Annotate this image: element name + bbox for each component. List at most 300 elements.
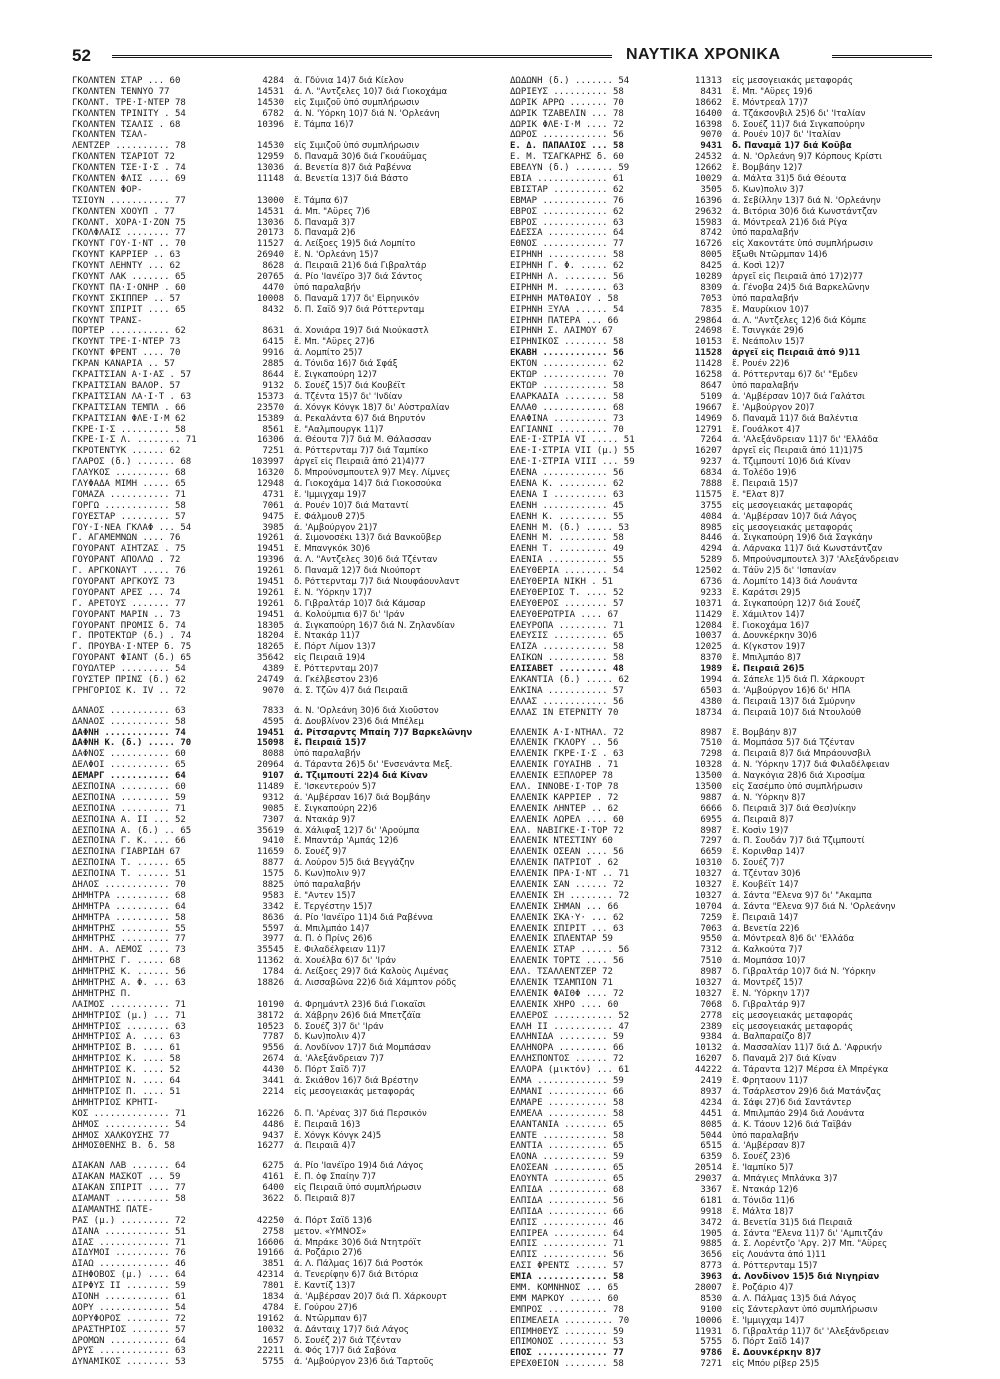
ship-status: ά. Γδύνια 14)7 διά Κίελον [294,76,404,86]
ship-tonnage: 6736 [700,576,722,587]
ship-entry [510,782,950,793]
ship-status: εἰς Σιμιζοῦ ὑπό συμπλήρωσιν [294,97,420,108]
ship-tonnage: 2778 [700,1010,722,1021]
ship-name: ΔΑΝΑΟΣ ........... 63 [72,705,186,716]
ship-tonnage: 24749 [256,674,284,685]
ship-name: Ε. Μ. ΤΣΑΓΚΑΡΗΣ δ. 60 [510,152,624,163]
ship-tonnage: 7312 [700,945,722,956]
ship-entry [510,1229,950,1240]
ship-name: ΕΛΛΕΝΙΚ ΝΤΕΣΤΙΝΥ 60 [510,836,613,847]
ship-entry [72,370,512,381]
ship-tonnage: 10310 [694,858,722,869]
ship-tonnage: 6415 [262,337,284,348]
ship-status: ἔ. Ν. 'Ορλεάνη 15)7 [294,250,379,261]
ship-name: ΕΛΛΑΘ ............ 68 [510,402,624,413]
ship-tonnage: 7251 [262,446,284,457]
ship-name: ΕΙΡΗΝΗ Γ. Φ. ..... 62 [510,261,624,272]
ship-tonnage: 4234 [700,1097,722,1108]
ship-tonnage: 11429 [694,609,722,620]
ship-tonnage: 12959 [256,152,284,163]
ship-tonnage: 10327 [694,978,722,989]
ship-tonnage: 10396 [256,119,284,130]
ship-name: ΓΟΥΟΡΑΝΤ ΑΡΕΣ ... 74 [72,587,181,598]
ship-entry [72,1172,512,1183]
ship-entry [510,749,950,760]
ship-tonnage: 9237 [700,457,722,468]
ship-name: ΓΛΥΦΑΔΑ ΜΙΜΗ ..... 65 [72,478,186,489]
ship-status: ά. 'Αμβέρσαν 16)7 διά Βομβάην [294,792,431,803]
ship-entry [510,1163,950,1174]
ship-entry [510,577,950,588]
ship-name: ΔΑΦΝΟΣ ........... 60 [72,749,186,760]
ship-name: ΕΛΛΗΝΙΔΑ ......... 59 [510,1032,624,1043]
ship-status: ἔ. Φιλαδέλφειαν 11)7 [294,945,386,956]
ship-entry [72,1194,512,1205]
ship-name: ΠΟΡΤΕΡ ........... 62 [72,326,186,337]
ship-entry [72,109,512,120]
ship-name: ΓΟΥΟΡΑΝΤ ΑΙΗΤΖΑΣ . 75 [72,544,186,555]
ship-entry [510,989,950,1000]
ship-entry [72,261,512,272]
ship-status: εἰς Πειραιᾶ 19)4 [294,653,366,664]
ship-name: ΕΛΕΥΘΕΡΙΑ ΝΙΚΗ . 51 [510,576,613,587]
ship-entry [510,544,950,555]
ship-entry [510,588,950,599]
ship-entry [510,348,950,359]
ship-tonnage: 1575 [262,869,284,880]
ship-tonnage: 19261 [256,566,284,577]
ship-name: ΓΚΟΛΝΤΕΝ ΣΤΑΡ ... 60 [72,76,181,86]
ship-entry [72,1314,512,1325]
ship-tonnage: 14969 [694,413,722,424]
ship-entry [510,174,950,185]
ship-name: ΔΗΜΗΤΡΗΣ ......... 77 [72,934,186,945]
ship-status: ἔ. Ρουέν 22)6 [732,359,790,370]
ship-name: ΛΕΝΤΖΕΡ .......... 78 [72,141,186,152]
ship-entry [72,1054,512,1065]
ship-status: ά. Λ. "Αντζελες 12)6 διά Κόμπε [732,315,867,326]
ship-entry [510,1152,950,1163]
ship-tonnage [222,185,294,196]
ship-name: ΕΙΡΗΝΗ ΠΑΤΕΡΑ ... 66 [510,315,619,326]
ship-tonnage: 9384 [700,1032,722,1043]
ship-entry [72,501,512,512]
ship-name: ΕΛΙΚΩΝ ........... 58 [510,653,624,664]
ship-entry [72,533,512,544]
ship-name: ΚΟΣ .............. 71 [72,1108,186,1119]
ship-tonnage: 23570 [256,402,284,413]
ship-entry [72,392,512,403]
ship-status: εἰς Πειραιᾶ ὑπό συμπλήρωσιν [294,1183,422,1194]
ship-status: ἀργεῖ εἰς Πειραιᾶ ἀπό 9)11 [732,348,861,359]
ship-entry [510,728,950,739]
ship-name: ΕΛΛΕΝΙΚ ΟΣΕΑΝ .... 56 [510,847,624,858]
ship-name: ΕΛΕΥΘΕΡΙΑ ........ 54 [510,566,624,577]
ship-status: ά. Μπιλμπάο 14)7 [294,923,370,934]
ship-status: ά. Γιοκοχάμα 14)7 διά Γιοκοσούκα [294,478,442,489]
ship-name: ΔΕΣΠΟΙΝΑ ΓΙΑΒΡΙΔΗ 67 [72,847,181,858]
ship-tonnage: 8431 [700,86,722,97]
ship-tonnage: 3342 [262,901,284,912]
ship-tonnage: 26940 [256,250,284,261]
ship-tonnage: 15389 [256,413,284,424]
ship-name: ΓΚΟΛΝΤ. ΧΟΡΑ·Ι·ΖΟΝ 75 [72,217,186,228]
ship-name: ΛΑΙΜΟΣ ........... 71 [72,999,186,1010]
ship-tonnage: 10153 [694,337,722,348]
ship-tonnage: 9786 [700,1348,722,1359]
ship-status: ά. Λομπίτο 25)7 [294,348,363,359]
ship-name: ΔΗΜΗΤΡΙΟΣ Β. .... 61 [72,1043,181,1054]
ship-entry [72,738,512,749]
ship-status: ά. Λούρον 5)5 διά Βεγγάζην [294,858,415,869]
ship-tonnage: 16396 [694,195,722,206]
ship-name: ΓΚΟΛΝΤΕΝ ΤΣΑΡΙΟΤ 72 [72,152,175,163]
ship-entry [510,468,950,479]
ship-entry [72,435,512,446]
ship-tonnage: 9583 [262,890,284,901]
ship-status: ά. Θέουτα 7)7 διά Μ. Θάλασσαν [294,435,432,446]
ship-tonnage: 4284 [262,76,284,86]
ship-tonnage: 8773 [700,1261,722,1272]
ship-entry [510,1250,950,1261]
ship-status: δ. Παναμᾶ 1)7 διά Κοῦβα [732,141,852,152]
ship-name: Γ. ΠΡΟΥΒΑ·Ι·ΝΤΕΡ δ. 75 [72,642,192,653]
ship-entry [72,653,512,664]
ship-tonnage: 10371 [694,598,722,609]
ship-status: ά. Σιγκαπούρη 19)6 διά Σαγκάην [732,533,873,544]
ship-entry [510,675,950,686]
ship-status: ά. Βαλπαραίζο 8)7 [732,1032,812,1043]
ship-status: ὑπό παραλαβήν [732,1130,799,1141]
ship-entry [72,1011,512,1022]
ship-tonnage: 20173 [256,228,284,239]
ship-tonnage [222,1098,294,1109]
ship-tonnage: 28007 [694,1282,722,1293]
ship-name: ΔΙΟΝΗ ............ 61 [72,1291,186,1302]
ship-entry [72,858,512,869]
ship-name: ΕΠΙΜΕΛΕΙΑ ......... 70 [510,1315,630,1326]
ship-entry [72,337,512,348]
ship-entry [510,1043,950,1054]
ship-name: ΕΚΤΩΡ ............ 70 [510,370,624,381]
ship-entry [510,891,950,902]
ship-entry [72,1336,512,1347]
ship-tonnage: 19451 [256,727,284,738]
ship-entry [72,152,512,163]
ship-tonnage: 35642 [256,653,284,664]
ship-status: ά. Ναγκόγια 28)6 διά Χιροσίμα [732,771,866,782]
ship-status: ά. Βιτόρια 30)6 διά Κωνστάντζαν [732,206,878,217]
ship-name: ΕΛΛΕΝΙΚ ΣΑΝ ...... 72 [510,880,624,891]
ship-status: ἔ. Καντίζ 13)7 [294,1281,356,1292]
ship-name: ΕΒΙΣΤΑΡ .......... 62 [510,184,624,195]
ship-entry [72,621,512,632]
ship-tonnage: 7063 [700,923,722,934]
ship-name: ΕΛΛΕΝΙΚ ΦΑΙΘΦ .... 72 [510,988,624,999]
ship-entry [72,283,512,294]
ship-status: ἔ. Μόντρεαλ 17)7 [732,97,809,108]
ship-entry [510,566,950,577]
ship-entry [72,196,512,207]
ship-status: ά. Σάντα "Ελενα 9)7 διά Ν. 'Ορλεάνην [732,901,896,912]
ship-entry [510,978,950,989]
ship-tonnage: 8088 [262,749,284,760]
ship-tonnage: 5044 [700,1130,722,1141]
ship-status: δ. Παναμᾶ 3)7 [294,217,356,228]
ship-status: ά. Δάνταιχ 17)7 διά Λάγος [294,1324,409,1335]
ship-status: ά. Χουέλβα 6)7 δι' 'Ιράν [294,956,396,967]
ship-entry [72,989,512,1000]
ship-status: ά. Μόντρεαλ 21)6 διά Ρίγα [732,217,848,228]
ship-status: ά. Σάντα "Ελενα 11)7 δι' 'Αμπιτζάν [732,1228,883,1239]
ship-tonnage: 9085 [262,803,284,814]
ship-entry [510,141,950,152]
ship-status: ά. Ρόττερνταμ 15)7 [732,1261,818,1272]
ship-entry [72,945,512,956]
ship-name: ΕΛΠΙΡΕΑ .......... 64 [510,1228,624,1239]
ship-entry [510,163,950,174]
ship-status: ἔ. Ρόττερνταμ 20)7 [294,664,379,675]
ship-name: ΔΗΜΗΤΡΑ .......... 58 [72,912,186,923]
ship-tonnage: 19162 [256,1313,284,1324]
ship-name: ΔΗΜΗΤΡΗΣ Κ. ...... 56 [72,967,186,978]
ship-name: ΕΛΣΙ ΦΡΕΝΤΣ ...... 57 [510,1261,624,1272]
ship-name: ΕΛΛΕΝΙΚ ΕΞΠΛΟΡΕΡ 78 [510,771,613,782]
ship-status: ά. Ρίο 'Ιανέϊρο 3)7 διά Σάντος [294,272,423,283]
ship-name: ΕΛΜΑΡΕ ........... 58 [510,1097,624,1108]
ship-tonnage: 8985 [700,522,722,533]
ship-status: ά. Φρημάντλ 23)6 διά Γιοκαΐσι [294,999,426,1010]
ship-name: ΓΚΟΥΝΤ ΓΟΥ·Ι·ΝΤ .. 70 [72,239,186,250]
ship-tonnage: 22211 [256,1346,284,1357]
ship-status: ὑπό παραλαβήν [294,880,361,891]
ship-status: ἔ. Μαυρίκιον 10)7 [732,304,810,315]
ship-status: εἰς μεσογειακάς μεταφοράς [732,76,853,86]
ship-name: ΕΚΤΟΝ ............ 62 [510,359,624,370]
ship-name: ΕΡΕΧΘΕΙΟΝ ........ 58 [510,1359,624,1370]
ship-tonnage: 7053 [700,293,722,304]
ship-entry [510,956,950,967]
ship-tonnage: 9070 [262,685,284,696]
ship-entry [510,1054,950,1065]
ship-status [294,989,512,1000]
ship-name: ΔΑΝΑΟΣ ........... 58 [72,716,186,727]
ship-tonnage: 8742 [700,228,722,239]
ship-name: ΕΛΠΙΣ ............ 56 [510,1250,624,1261]
ship-tonnage: 6782 [262,108,284,119]
ship-name: ΕΛΕΥΣΙΣ .......... 65 [510,631,624,642]
ship-entry [72,130,512,141]
ship-status: ά. Χονιάρα 19)7 διά Νιούκαστλ [294,326,429,337]
ship-status: ά. Ρίο 'Ιανέϊρο 19)4 διά Λάγος [294,1161,424,1172]
ship-status: δ. Σουέζ 7)7 [732,858,785,869]
listing-column-right [510,76,950,1379]
ship-tonnage: 9437 [262,1130,284,1141]
ship-entry [510,523,950,534]
ship-tonnage: 8370 [700,653,722,664]
ship-tonnage: 6834 [700,468,722,479]
ship-status: ἔ. 'Ισκεντερούν 5)7 [294,782,377,792]
ship-tonnage: 24532 [694,152,722,163]
ship-tonnage: 13000 [256,195,284,206]
ship-name: ΕΛΛΕΡΟΣ ........... 52 [510,1010,630,1021]
ship-status: ά. Μόντρεαλ 8)6 δι' 'Ελλάδα [732,934,855,945]
ship-status: ά. Ρουέν 10)7 διά Ματαντί [294,500,409,511]
ship-entry [510,1000,950,1011]
ship-tonnage: 19166 [256,1248,284,1259]
ship-name: ΓΟΜΑΖΑ ........... 71 [72,489,186,500]
ship-name: ΓΚΟΛΝΤΕΝ ΧΟΟΥΠ . 77 [72,206,175,217]
ship-entry [510,1207,950,1218]
ship-name: ΓΟΥΟΡΑΝΤ ΑΡΓΚΟΥΣ 73 [72,576,175,587]
ship-entry [72,316,512,327]
ship-entry [510,1305,950,1316]
ship-tonnage: 16398 [694,119,722,130]
ship-status: εἰς μεσογειακάς μεταφοράς [294,1086,415,1097]
ship-status: ά. Τολέδο 19)6 [732,468,797,479]
ship-entry [72,555,512,566]
ship-tonnage: 35619 [256,825,284,836]
ship-status: εἰς μεσογειακάς μεταφοράς [732,500,853,511]
ship-name: ΕΛΑΡΚΑΔΙΑ ........ 58 [510,391,624,402]
ship-entry [510,326,950,337]
ship-status: ά. Βενετία 8)7 διά Ραβέννα [294,163,412,174]
ship-entry [510,1218,950,1229]
ship-status: ά. Λ. "Αντζελες 30)6 διά Τζένταν [294,555,438,566]
ship-entry [72,1065,512,1076]
ship-entry [72,272,512,283]
ship-status: ά. Δουβλίνον 23)6 διά Μπέλεμ [294,716,424,727]
ship-status: ά. 'Αμβέρσαν 10)7 διά Γαλάτσι [732,391,865,402]
ship-tonnage: 6400 [262,1183,284,1194]
ship-name: ΕΛΛΕΝΙΚ ΓΚΡΕ·Ι·Σ . 63 [510,749,624,760]
ship-name: ΓΟΥΟΡΑΝΤ ΜΑΡΙΝ .. 73 [72,609,181,620]
ship-name: ΕΛΟΥΝΤΑ .......... 65 [510,1174,624,1185]
ship-name: ΕΛΛΗΝΟΡΑ ......... 66 [510,1043,624,1054]
ship-name: ΔΗΜΗΤΡΙΟΣ Π. .... 51 [72,1086,181,1097]
ship-status: ά. Τζάκσονβιλ 25)6 δι' 'Ιταλίαν [732,108,866,119]
ship-status: ά. Γκέλβεστον 23)6 [294,674,379,685]
ship-entry [72,1098,512,1109]
ship-entry [72,1325,512,1336]
ship-entry [72,1131,512,1142]
journal-title: ΝΑΥΤΙΚΑ ΧΡΟΝΙΚΑ [626,46,781,63]
ship-status: ὑπό παραλαβήν [732,293,799,304]
ship-tonnage: 9918 [700,1206,722,1217]
ship-entry [72,523,512,534]
ship-status: ά. Πειραιᾶ 8)7 [732,814,794,825]
ship-tonnage: 3367 [700,1184,722,1195]
ship-status: ὑπό παραλαβήν [294,282,361,293]
ship-status: ά. Τόνιδα 16)7 διά Σφάξ [294,359,398,370]
ship-name: ΔΗΜΗΤΡΗΣ Α. Φ. ... 63 [72,978,186,989]
ship-entry [72,1141,512,1152]
ship-tonnage: 8825 [262,880,284,891]
ship-tonnage: 5289 [700,555,722,566]
ship-name: ΕΛΚΙΝΑ ........... 57 [510,685,624,696]
ship-status: ἔ. Μπιλμπάο 8)7 [732,653,802,664]
ship-tonnage: 3622 [262,1193,284,1204]
ship-status: δ. Γιβραλτάρ 11)7 δι' 'Αλεξάνδρειαν [732,1326,889,1337]
ship-status: ἔ. Ροζάριο 4)7 [732,1282,794,1293]
ship-status: ἀργεῖ εἰς Πειραιᾶ ἀπό 21)4)77 [294,457,426,468]
ship-tonnage: 24698 [694,326,722,337]
ship-entry [510,98,950,109]
ship-status: ά. 'Αμβούργον 16)6 δι' ΗΠΑ [732,685,851,696]
ship-tonnage: 16400 [694,108,722,119]
ship-status: ά. Τζιμπουτί 10)6 διά Κίναν [732,457,851,468]
ship-entry [72,1238,512,1249]
ship-tonnage: 19261 [256,533,284,544]
ship-status: ά. Πόρτ Σαΐδ 13)6 [294,1215,372,1226]
ship-entry [510,610,950,621]
ship-name: ΓΚΟΥΝΤ ΛΑΚ ....... 65 [72,272,186,283]
ship-status: ά. Μασσαλίαν 11)7 διά Δ. 'Αφρικήν [732,1043,882,1054]
ship-status: δ. Παναμᾶ 2)6 [294,228,356,239]
ship-status: ά. Ν. 'Υόρκη 10)7 διά Ν. 'Ορλεάνη [294,108,440,119]
ship-status: ά. Χάβρην 26)6 διά Μπετζάϊα [294,1010,421,1021]
ship-tonnage: 4389 [262,664,284,675]
ship-tonnage: 103997 [251,457,284,468]
ship-tonnage: 19261 [256,587,284,598]
ship-entry [72,1346,512,1357]
ship-status: εἰς μεσογειακάς μεταφοράς [732,522,853,533]
ship-tonnage: 7264 [700,435,722,446]
ship-tonnage: 5755 [700,1337,722,1348]
ship-status: ά. Καλκούτα 7)7 [732,945,803,956]
ship-entry [510,305,950,316]
ship-status: ἔ. Χόνγκ Κόνγκ 24)5 [294,1130,382,1141]
ship-status: δ. Γιβραλτάρ 10)7 διά Κάμσαρ [294,598,426,609]
ship-name: ΓΚΟΥΝΤ ΛΕΗΝΤΥ ... 62 [72,261,181,272]
ship-name: ΓΡΗΓΟΡΙΟΣ Κ. ΙV .. 72 [72,685,186,696]
ship-name: ΕΛΛΕΝΙΚ ΠΑΤΡΙΟΤ . 62 [510,858,619,869]
ship-tonnage: 18305 [256,620,284,631]
ship-status: ά. Σάντα "Ελενα 9)7 δι' "Ακαμπα [732,890,873,901]
ship-entry [72,185,512,196]
ship-status: ά. Μομπάσα 10)7 [732,956,806,967]
ship-name: ΕΛΟΣΕΑΝ .......... 65 [510,1163,624,1174]
ship-name: ΕΛΛ. ΙΝΝΟΒΕ·Ι·ΤΟΡ 78 [510,782,619,792]
ship-name: ΕΛΕΥΘΕΡΟΣ ........ 57 [510,598,624,609]
ship-name: ΕΛΜΑ ............. 59 [510,1076,624,1087]
ship-name: ΕΛΛΕΝΙΚ ΣΗΜΑΝ ... 66 [510,901,619,912]
ship-name: ΓΚΡΕ·Ι·Σ ......... 58 [72,424,186,435]
ship-tonnage: 13500 [694,771,722,782]
ship-status: ά. Μάλτα 31)5 διά Θέουτα [732,174,847,185]
ship-status: δ. Πειραιᾶ 3)7 διά Θεσ)νίκην [732,803,856,814]
ship-name: ΔΡΑΣΤΗΡΙΟΣ ....... 57 [72,1324,186,1335]
ship-entry [72,1076,512,1087]
ship-tonnage: 12025 [694,642,722,653]
ship-tonnage: 6359 [700,1152,722,1163]
ship-entry [72,479,512,490]
ship-name: ΓΟΥΟΡΑΝΤ ΑΠΟΛΛΩ . 72 [72,555,181,566]
ship-entry [510,738,950,749]
ship-tonnage: 1784 [262,967,284,978]
ship-status: ά. 'Αλεξάνδρειαν 11)7 δι' 'Ελλάδα [732,435,879,446]
ship-entry [72,512,512,523]
ship-entry [510,185,950,196]
ship-entry [72,1270,512,1281]
ship-entry [510,902,950,913]
ship-name: ΕΛΕ·Ι·ΣΤΡΙΑ VΙΙ (μ.) 55 [510,446,635,457]
ship-tonnage: 9550 [700,934,722,945]
ship-name: ΕΛΕ·Ι·ΣΤΡΙΑ VΙΙΙ ... 59 [510,457,635,468]
ship-tonnage: 14530 [256,97,284,108]
ship-name: ΕΒΜΑΡ ............ 76 [510,195,624,206]
ship-tonnage: 8636 [262,912,284,923]
